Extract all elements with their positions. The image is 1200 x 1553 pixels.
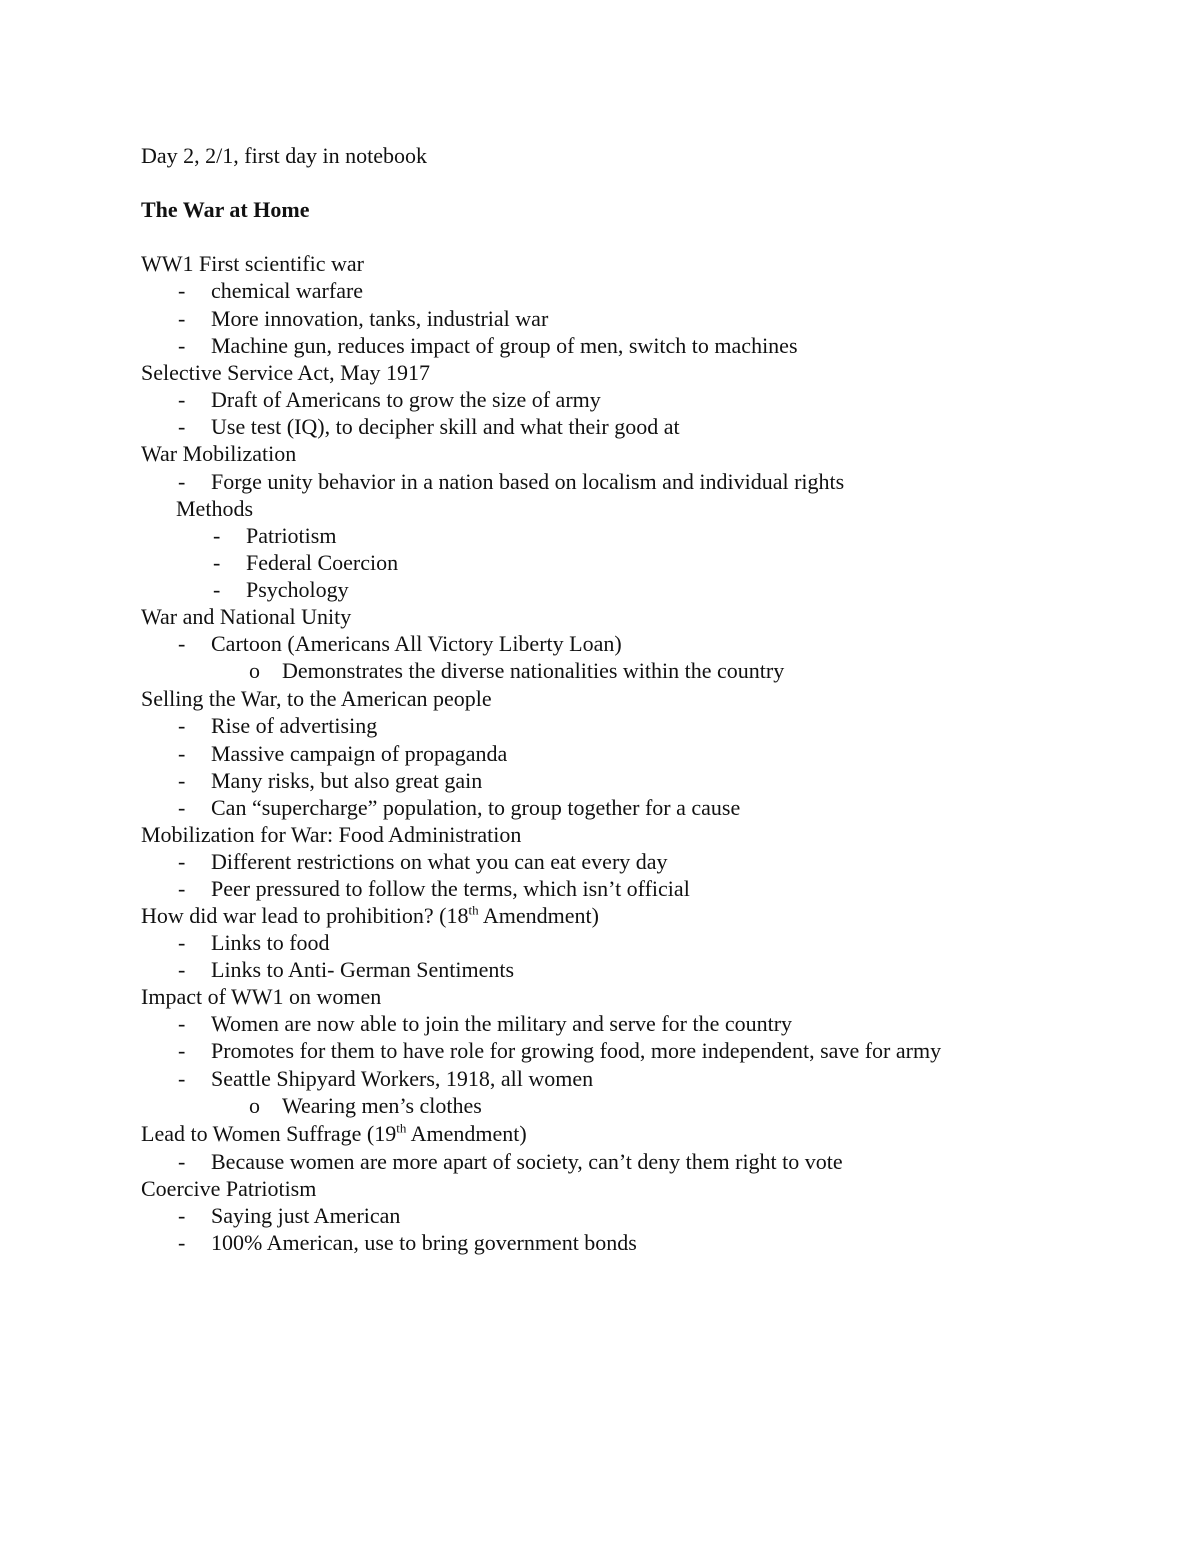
list-item: Psychology xyxy=(246,577,349,602)
list-item: Machine gun, reduces impact of group of men, switch to machines xyxy=(211,333,798,358)
section-heading-food-administration: Mobilization for War: Food Administration xyxy=(141,822,522,847)
section-heading-selective-service: Selective Service Act, May 1917 xyxy=(141,360,430,385)
dash-marker: - xyxy=(178,278,186,303)
section-heading-ww1: WW1 First scientific war xyxy=(141,251,364,276)
dash-marker: - xyxy=(178,713,186,738)
circle-marker: o xyxy=(249,658,260,683)
list-item: 100% American, use to bring government bonds xyxy=(211,1230,637,1255)
dash-marker: - xyxy=(213,550,221,575)
list-item: Links to Anti- German Sentiments xyxy=(211,957,515,982)
section-heading-national-unity: War and National Unity xyxy=(141,604,352,629)
list-item: Forge unity behavior in a nation based on localism and individual rights xyxy=(211,469,845,494)
list-item: More innovation, tanks, industrial war xyxy=(211,306,549,331)
dash-marker: - xyxy=(178,795,186,820)
dash-marker: - xyxy=(178,1230,186,1255)
list-item: Promotes for them to have role for growing food, more independent, save for army xyxy=(211,1038,942,1063)
dash-marker: - xyxy=(178,1149,186,1174)
list-item: Can “supercharge” population, to group together for a cause xyxy=(211,795,741,820)
sub-list-item: Wearing men’s clothes xyxy=(282,1093,482,1118)
list-item: Seattle Shipyard Workers, 1918, all women xyxy=(211,1066,594,1091)
list-item: Federal Coercion xyxy=(246,550,399,575)
section-heading-suffrage xyxy=(141,1121,527,1147)
list-item: Patriotism xyxy=(246,523,337,548)
list-item: Draft of Americans to grow the size of army xyxy=(211,387,601,412)
date-line: Day 2, 2/1, first day in notebook xyxy=(141,143,427,168)
list-item: Massive campaign of propaganda xyxy=(211,741,508,766)
dash-marker: - xyxy=(178,306,186,331)
circle-marker: o xyxy=(249,1093,260,1118)
dash-marker: - xyxy=(178,1203,186,1228)
heading-text: Amendment) xyxy=(406,1121,527,1146)
section-heading-selling-the-war: Selling the War, to the American people xyxy=(141,686,492,711)
heading-text: Lead to Women Suffrage (19 xyxy=(141,1121,397,1146)
methods-label: Methods xyxy=(176,496,253,521)
dash-marker: - xyxy=(178,1038,186,1063)
list-item: Saying just American xyxy=(211,1203,401,1228)
list-item: Different restrictions on what you can eat every day xyxy=(211,849,668,874)
dash-marker: - xyxy=(178,741,186,766)
section-heading-women: Impact of WW1 on women xyxy=(141,984,382,1009)
list-item: Women are now able to join the military and serve for the country xyxy=(211,1011,793,1036)
sub-list-item: Demonstrates the diverse nationalities within the country xyxy=(282,658,785,683)
list-item: Many risks, but also great gain xyxy=(211,768,483,793)
section-heading-prohibition xyxy=(141,903,599,929)
ordinal-suffix: th xyxy=(396,1120,407,1136)
dash-marker: - xyxy=(213,577,221,602)
dash-marker: - xyxy=(178,631,186,656)
list-item: Links to food xyxy=(211,930,330,955)
ordinal-suffix: th xyxy=(468,902,479,918)
list-item: Use test (IQ), to decipher skill and what their good at xyxy=(211,414,680,439)
heading-text: How did war lead to prohibition? (18 xyxy=(141,903,469,928)
list-item: Cartoon (Americans All Victory Liberty Loan) xyxy=(211,631,622,656)
list-item: Rise of advertising xyxy=(211,713,378,738)
dash-marker: - xyxy=(178,333,186,358)
dash-marker: - xyxy=(178,1066,186,1091)
heading-text: Amendment) xyxy=(478,903,599,928)
dash-marker: - xyxy=(178,876,186,901)
dash-marker: - xyxy=(178,768,186,793)
dash-marker: - xyxy=(178,1011,186,1036)
section-heading-war-mobilization: War Mobilization xyxy=(141,441,297,466)
page-title: The War at Home xyxy=(141,197,310,222)
dash-marker: - xyxy=(213,523,221,548)
list-item: Peer pressured to follow the terms, which isn’t official xyxy=(211,876,690,901)
dash-marker: - xyxy=(178,414,186,439)
dash-marker: - xyxy=(178,387,186,412)
dash-marker: - xyxy=(178,849,186,874)
dash-marker: - xyxy=(178,957,186,982)
dash-marker: - xyxy=(178,469,186,494)
dash-marker: - xyxy=(178,930,186,955)
list-item: chemical warfare xyxy=(211,278,364,303)
list-item: Because women are more apart of society, can’t deny them right to vote xyxy=(211,1149,843,1174)
section-heading-coercive-patriotism: Coercive Patriotism xyxy=(141,1176,317,1201)
